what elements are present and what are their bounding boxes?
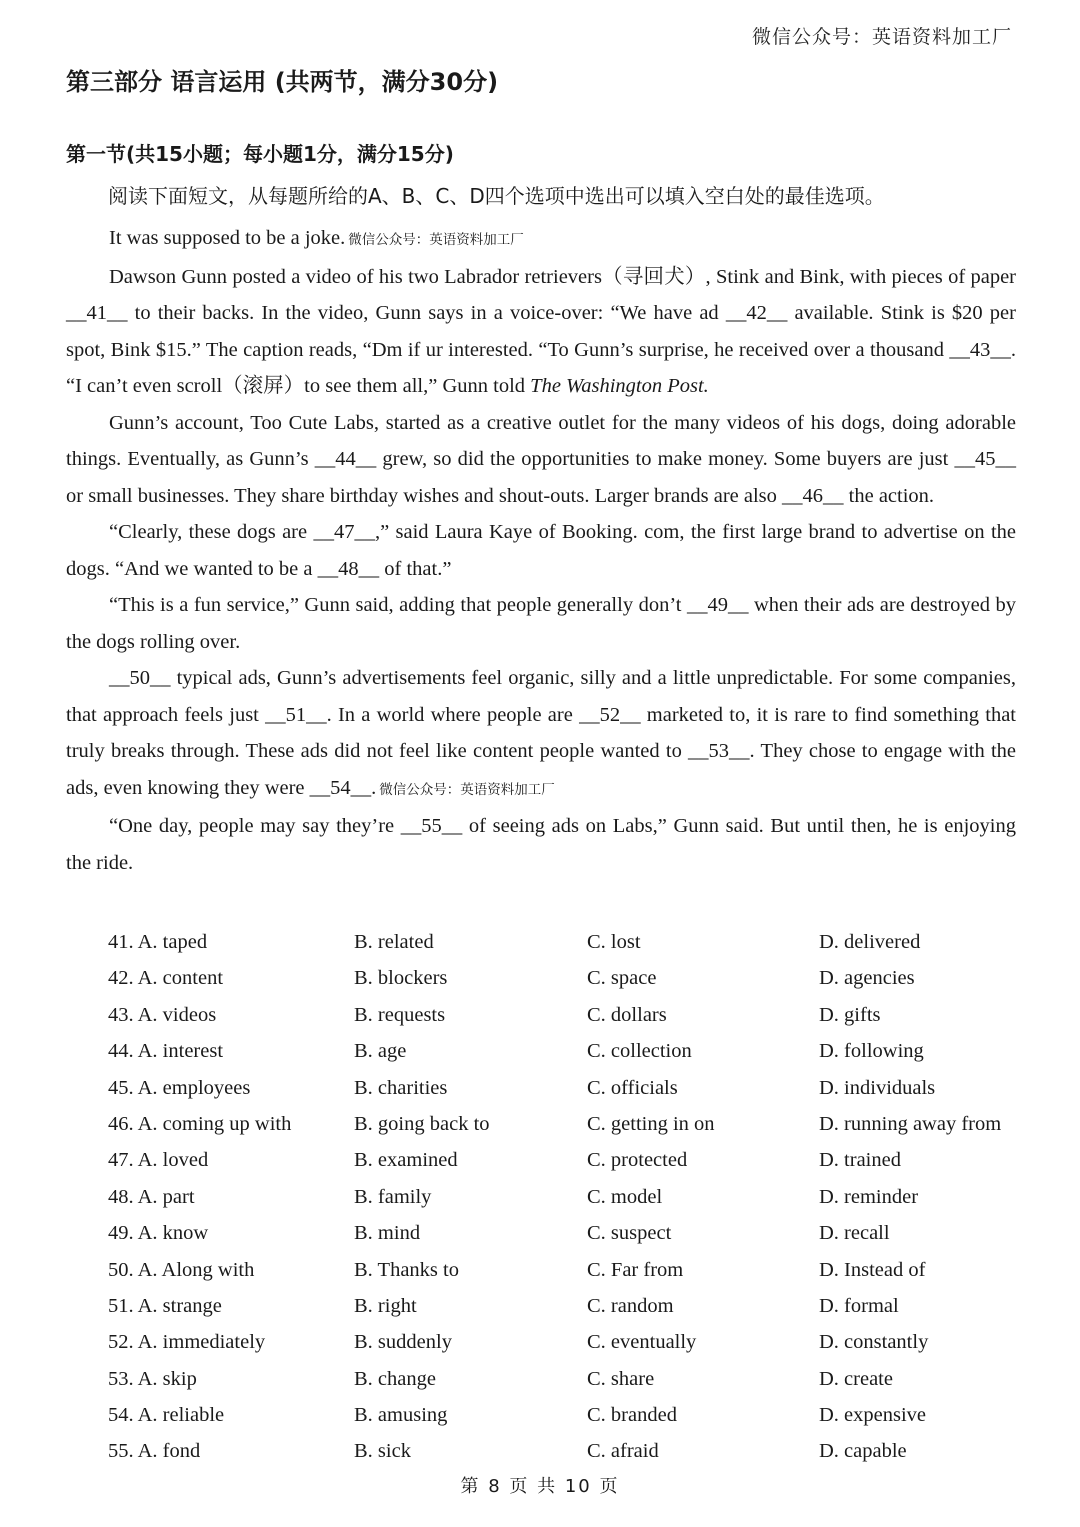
passage <box>66 220 1016 881</box>
option-d: D. formal <box>819 1294 899 1317</box>
option-b: B. requests <box>354 1003 446 1026</box>
option-row <box>108 1324 1058 1360</box>
options-list <box>108 924 1058 1470</box>
option-c: C. dollars <box>587 1003 667 1026</box>
option-c: C. branded <box>587 1404 677 1427</box>
inline-watermark: 微信公众号：英语资料加工厂 <box>348 232 524 248</box>
option-d: D. agencies <box>819 967 915 990</box>
option-c: C. suspect <box>587 1222 672 1245</box>
option-b: B. change <box>354 1367 436 1390</box>
option-a: 50. A. Along with <box>108 1258 255 1281</box>
option-row <box>108 1215 1058 1251</box>
option-a: 51. A. strange <box>108 1294 222 1317</box>
passage-paragraph <box>66 259 1016 405</box>
option-c: C. lost <box>587 931 641 953</box>
passage-paragraph: “One day, people may say they’re __55__ of seeing ads on Labs,” Gunn said. But until then, he is enjoying the ride. <box>66 815 1016 874</box>
option-c: C. afraid <box>587 1440 659 1463</box>
page-number: 第 8 页 共 10 页 <box>460 1476 620 1497</box>
option-row <box>108 997 1058 1033</box>
option-b: B. age <box>354 1040 407 1063</box>
option-row <box>108 1361 1058 1397</box>
option-row <box>108 1070 1058 1106</box>
option-d: D. reminder <box>819 1185 919 1208</box>
option-d: D. recall <box>819 1222 890 1245</box>
option-c: C. Far from <box>587 1258 684 1281</box>
option-c: C. random <box>587 1294 674 1317</box>
option-row <box>108 1033 1058 1069</box>
option-c: C. officials <box>587 1076 678 1099</box>
option-row <box>108 960 1058 996</box>
option-b: B. related <box>354 931 434 953</box>
option-d: D. delivered <box>819 931 921 953</box>
option-b: B. sick <box>354 1440 411 1463</box>
option-b: B. blockers <box>354 967 448 990</box>
option-a: 46. A. coming up with <box>108 1112 292 1135</box>
option-b: B. mind <box>354 1222 421 1245</box>
option-d: D. Instead of <box>819 1258 926 1281</box>
option-d: D. create <box>819 1367 893 1390</box>
option-a: 44. A. interest <box>108 1040 224 1063</box>
option-row <box>108 1433 1058 1469</box>
option-b: B. examined <box>354 1149 458 1172</box>
option-c: C. protected <box>587 1149 688 1172</box>
passage-paragraph <box>66 220 1016 259</box>
passage-text: It was supposed to be a joke. <box>109 227 346 249</box>
option-b: B. going back to <box>354 1112 490 1135</box>
option-a: 55. A. fond <box>108 1440 201 1463</box>
passage-paragraph: “This is a fun service,” Gunn said, adding that people generally don’t __49__ when their ads are destroyed by the dogs rolling over. <box>66 594 1016 653</box>
instruction-text: 阅读下面短文，从每题所给的A、B、C、D四个选项中选出可以填入空白处的最佳选项。 <box>108 184 885 208</box>
section-title: 第三部分 语言运用 (共两节，满分30分) <box>66 68 499 96</box>
option-d: D. capable <box>819 1440 907 1463</box>
publication-name: The Washington Post. <box>530 375 709 397</box>
option-c: C. eventually <box>587 1331 697 1354</box>
option-a: 53. A. skip <box>108 1367 197 1390</box>
option-b: B. suddenly <box>354 1331 452 1354</box>
option-row <box>108 924 1058 960</box>
option-row <box>108 1288 1058 1324</box>
option-c: C. collection <box>587 1040 692 1063</box>
option-a: 52. A. immediately <box>108 1331 266 1354</box>
option-b: B. Thanks to <box>354 1258 459 1281</box>
option-c: C. model <box>587 1185 663 1208</box>
option-d: D. trained <box>819 1149 901 1172</box>
passage-paragraph <box>66 660 1016 808</box>
option-a: 45. A. employees <box>108 1076 251 1099</box>
option-b: B. charities <box>354 1076 448 1099</box>
option-row <box>108 1179 1058 1215</box>
option-b: B. family <box>354 1185 432 1208</box>
passage-paragraph: Gunn’s account, Too Cute Labs, started as a creative outlet for the many videos of his dogs, doing adorable things. Eventually, as Gunn’s __44__ grew, so did the opportunities to make money. Some buyers are just __45__ or small businesses. They share birthday wishes and shout-outs. Larger brands are also __46__ the action. <box>66 411 1016 507</box>
option-row <box>108 1106 1058 1142</box>
option-d: D. gifts <box>819 1003 881 1026</box>
option-b: B. amusing <box>354 1404 448 1427</box>
option-d: D. running away from <box>819 1112 1002 1135</box>
subsection-title: 第一节(共15小题；每小题1分，满分15分) <box>66 142 454 166</box>
option-d: D. following <box>819 1040 924 1063</box>
inline-watermark: 微信公众号：英语资料加工厂 <box>379 781 555 798</box>
option-b: B. right <box>354 1294 417 1317</box>
option-a: 41. A. taped <box>108 931 208 953</box>
option-d: D. individuals <box>819 1076 936 1099</box>
passage-text: __50__ typical ads, Gunn’s advertisements feel organic, silly and a little unpredictable. For some companies, that approach feels just __51__. In a world where people are __52__ marketed to, it is rare to find something that truly breaks through. These ads did not feel like content people wanted to __53__. They chose to engage with the ads, even knowing they were __54__. <box>66 667 1016 799</box>
option-row <box>108 1252 1058 1288</box>
option-row <box>108 1142 1058 1178</box>
passage-text: Dawson Gunn posted a video of his two Labrador retrievers（寻回犬）, Stink and Bink, with pieces of paper __41__ to their backs. In the video, Gunn says in a voice-over: “We have ad __42__ available. Stink is $20 per spot, Bink $15.” The caption reads, “Dm if ur interested. “To Gunn’s surprise, he received over a thousand __43__. “I can’t even scroll（滚屏）to see them all,” Gunn told <box>66 265 1016 397</box>
option-d: D. expensive <box>819 1404 927 1427</box>
option-c: C. getting in on <box>587 1112 715 1135</box>
option-a: 49. A. know <box>108 1222 209 1245</box>
option-d: D. constantly <box>819 1331 929 1354</box>
option-a: 47. A. loved <box>108 1149 209 1172</box>
option-a: 42. A. content <box>108 967 224 990</box>
option-row <box>108 1397 1058 1433</box>
option-c: C. share <box>587 1367 655 1390</box>
option-a: 43. A. videos <box>108 1003 217 1026</box>
passage-paragraph: “Clearly, these dogs are __47__,” said Laura Kaye of Booking. com, the first large brand to advertise on the dogs. “And we wanted to be a __48__ of that.” <box>66 521 1016 580</box>
option-a: 54. A. reliable <box>108 1404 225 1427</box>
header-watermark: 微信公众号：英语资料加工厂 <box>751 26 1012 48</box>
option-a: 48. A. part <box>108 1185 195 1208</box>
option-c: C. space <box>587 967 657 990</box>
